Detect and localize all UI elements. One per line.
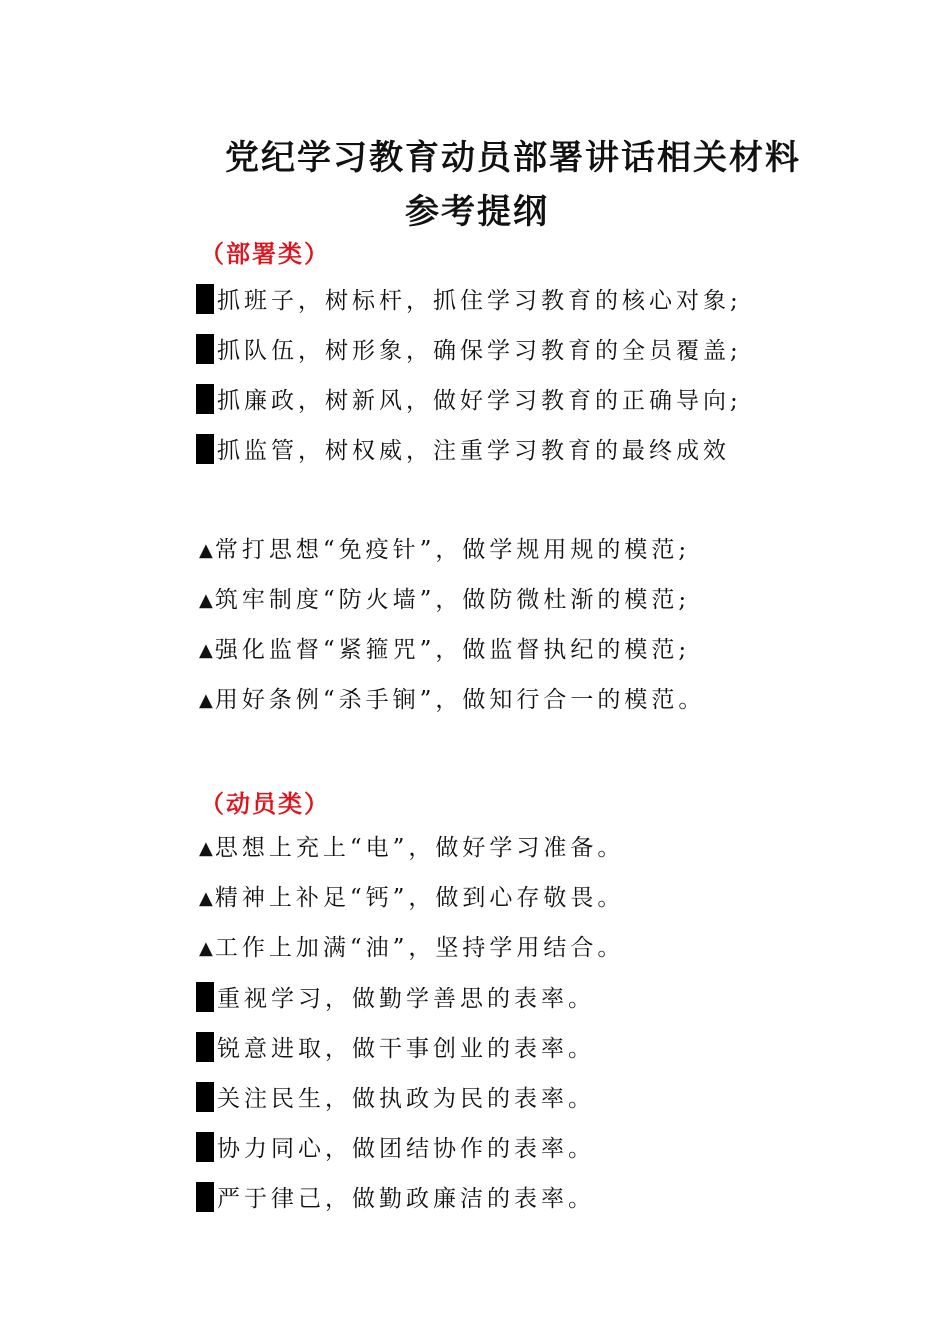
bullet-block-icon <box>196 434 214 464</box>
list-item: ▲工作上加满“油”，坚持学用结合。 <box>199 932 624 965</box>
triangle-bullet-icon: ▲ <box>199 938 213 959</box>
bullet-block-icon <box>196 1132 214 1162</box>
document-subtitle: 参考提纲 <box>405 192 549 232</box>
triangle-bullet-icon: ▲ <box>199 690 213 711</box>
triangle-bullet-icon: ▲ <box>199 888 213 909</box>
bullet-block-icon <box>196 982 214 1012</box>
bullet-block-icon <box>196 1182 214 1212</box>
list-item: ▲常打思想“免疫针”，做学规用规的模范; <box>199 534 690 567</box>
bullet-block-icon <box>196 284 214 314</box>
list-item: 抓班子，树标杆，抓住学习教育的核心对象; <box>196 284 742 317</box>
list-item: ▲筑牢制度“防火墙”，做防微杜渐的模范; <box>199 584 690 617</box>
document-title: 党纪学习教育动员部署讲话相关材料 <box>225 138 801 178</box>
list-item: 抓队伍，树形象，确保学习教育的全员覆盖; <box>196 334 742 367</box>
list-item: ▲强化监督“紧箍咒”，做监督执纪的模范; <box>199 634 690 667</box>
bullet-block-icon <box>196 1032 214 1062</box>
list-item: 锐意进取，做干事创业的表率。 <box>196 1032 595 1065</box>
triangle-bullet-icon: ▲ <box>199 540 213 561</box>
list-item: 协力同心，做团结协作的表率。 <box>196 1132 595 1165</box>
list-item: ▲思想上充上“电”，做好学习准备。 <box>199 832 624 865</box>
list-item: 关注民生，做执政为民的表率。 <box>196 1082 595 1115</box>
section-heading-mobilization: （动员类） <box>200 790 330 818</box>
list-item: 抓廉政，树新风，做好学习教育的正确导向; <box>196 384 742 417</box>
list-item: ▲精神上补足“钙”，做到心存敬畏。 <box>199 882 624 915</box>
triangle-bullet-icon: ▲ <box>199 590 213 611</box>
list-item: ▲用好条例“杀手锏”，做知行合一的模范。 <box>199 684 705 717</box>
bullet-block-icon <box>196 384 214 414</box>
bullet-block-icon <box>196 1082 214 1112</box>
triangle-bullet-icon: ▲ <box>199 640 213 661</box>
triangle-bullet-icon: ▲ <box>199 838 213 859</box>
list-item: 重视学习，做勤学善思的表率。 <box>196 982 595 1015</box>
list-item: 抓监管，树权威，注重学习教育的最终成效 <box>196 434 730 467</box>
section-heading-deployment: （部署类） <box>200 240 330 268</box>
bullet-block-icon <box>196 334 214 364</box>
list-item: 严于律己，做勤政廉洁的表率。 <box>196 1182 595 1215</box>
